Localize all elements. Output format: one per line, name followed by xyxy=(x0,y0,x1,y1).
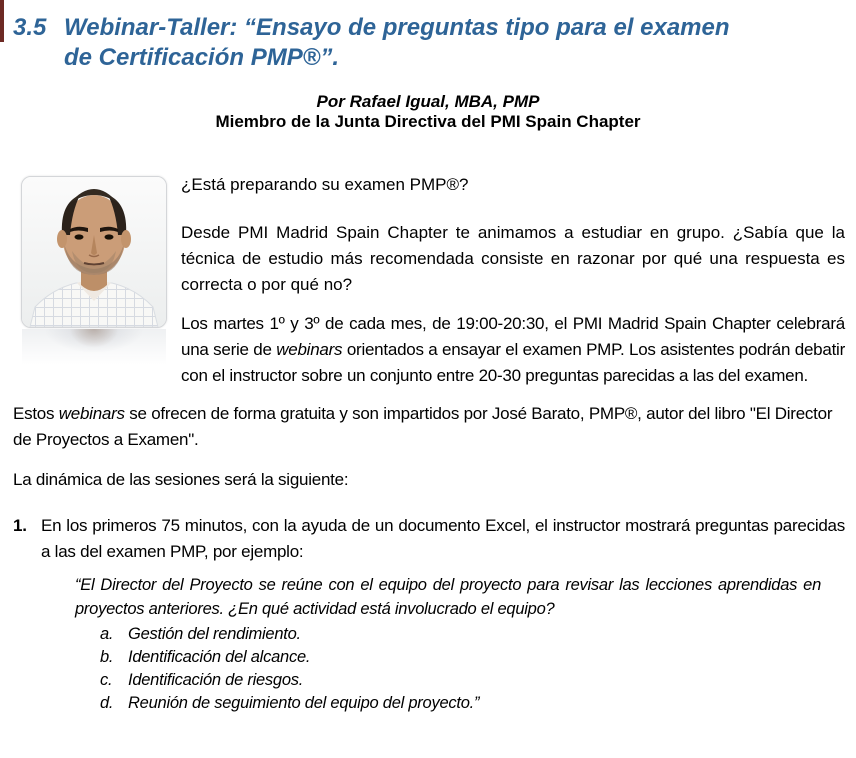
page-title: Webinar-Taller: “Ensayo de preguntas tipo para el examen de Certificación PMP®”. xyxy=(64,14,730,71)
paragraph-dynamics: La dinámica de las sesiones será la siguiente: xyxy=(13,470,349,489)
list-item-text: En los primeros 75 minutos, con la ayuda de un documento Excel, el instructor mostrará preguntas parecidas a las del examen PMP, por ejemplo: xyxy=(41,516,845,561)
schedule-text-pre: Los martes 1º y 3º de cada mes, de 19:00-20:30, el PMI Madrid Spain Chapter celebrará una serie de xyxy=(181,314,845,359)
speaker-photo xyxy=(21,176,167,328)
example-question-options xyxy=(100,623,845,715)
free-text-post: se ofrecen de forma gratuita y son impartidos por José Barato, PMP®, autor del libro "El Director de Proyectos a Examen". xyxy=(13,404,833,449)
schedule-text-post: orientados a ensayar el examen PMP. Los asistentes podrán debatir con el instructor sobre un conjunto entre 20-30 preguntas parecidas a las del examen. xyxy=(181,340,845,385)
paragraph-free-offer xyxy=(13,401,845,453)
option-row-d xyxy=(100,692,845,715)
list-item-number: 1. xyxy=(13,516,27,535)
webinars-italic: webinars xyxy=(276,340,343,359)
option-text: Identificación de riesgos. xyxy=(128,671,304,689)
numbered-list-item xyxy=(13,513,845,565)
option-text: Gestión del rendimiento. xyxy=(128,625,301,643)
option-row-b xyxy=(100,646,845,669)
example-question-text: “El Director del Proyecto se reúne con el equipo del proyecto para revisar las lecciones aprendidas en proyectos anteriores. ¿En qué actividad está involucrado el equipo? xyxy=(75,576,821,618)
option-row-a xyxy=(100,623,845,646)
affiliation: Miembro de la Junta Directiva del PMI Spain Chapter xyxy=(215,112,641,131)
section-number: 3.5 xyxy=(13,14,47,41)
option-letter: b. xyxy=(100,648,114,666)
free-text-pre: Estos xyxy=(13,404,59,423)
option-text: Identificación del alcance. xyxy=(128,648,311,666)
option-row-c xyxy=(100,669,845,692)
photo-reflection xyxy=(22,329,166,371)
section-heading xyxy=(0,0,856,73)
option-letter: c. xyxy=(100,671,113,689)
byline: Por Rafael Igual, MBA, PMP xyxy=(316,92,540,111)
option-text: Reunión de seguimiento del equipo del proyecto.” xyxy=(128,694,480,712)
option-letter: d. xyxy=(100,694,114,712)
option-letter: a. xyxy=(100,625,114,643)
page-edge-artifact xyxy=(0,0,4,42)
speaker-photo-block xyxy=(21,176,167,371)
webinars-italic: webinars xyxy=(58,404,125,423)
paragraph-study-group: Desde PMI Madrid Spain Chapter te animamos a estudiar en grupo. ¿Sabía que la técnica de estudio más recomendada consiste en razonar por qué una respuesta es correcta o por qué no? xyxy=(181,223,845,294)
paragraph-intro-question: ¿Está preparando su examen PMP®? xyxy=(181,175,469,194)
article-body xyxy=(13,172,845,715)
